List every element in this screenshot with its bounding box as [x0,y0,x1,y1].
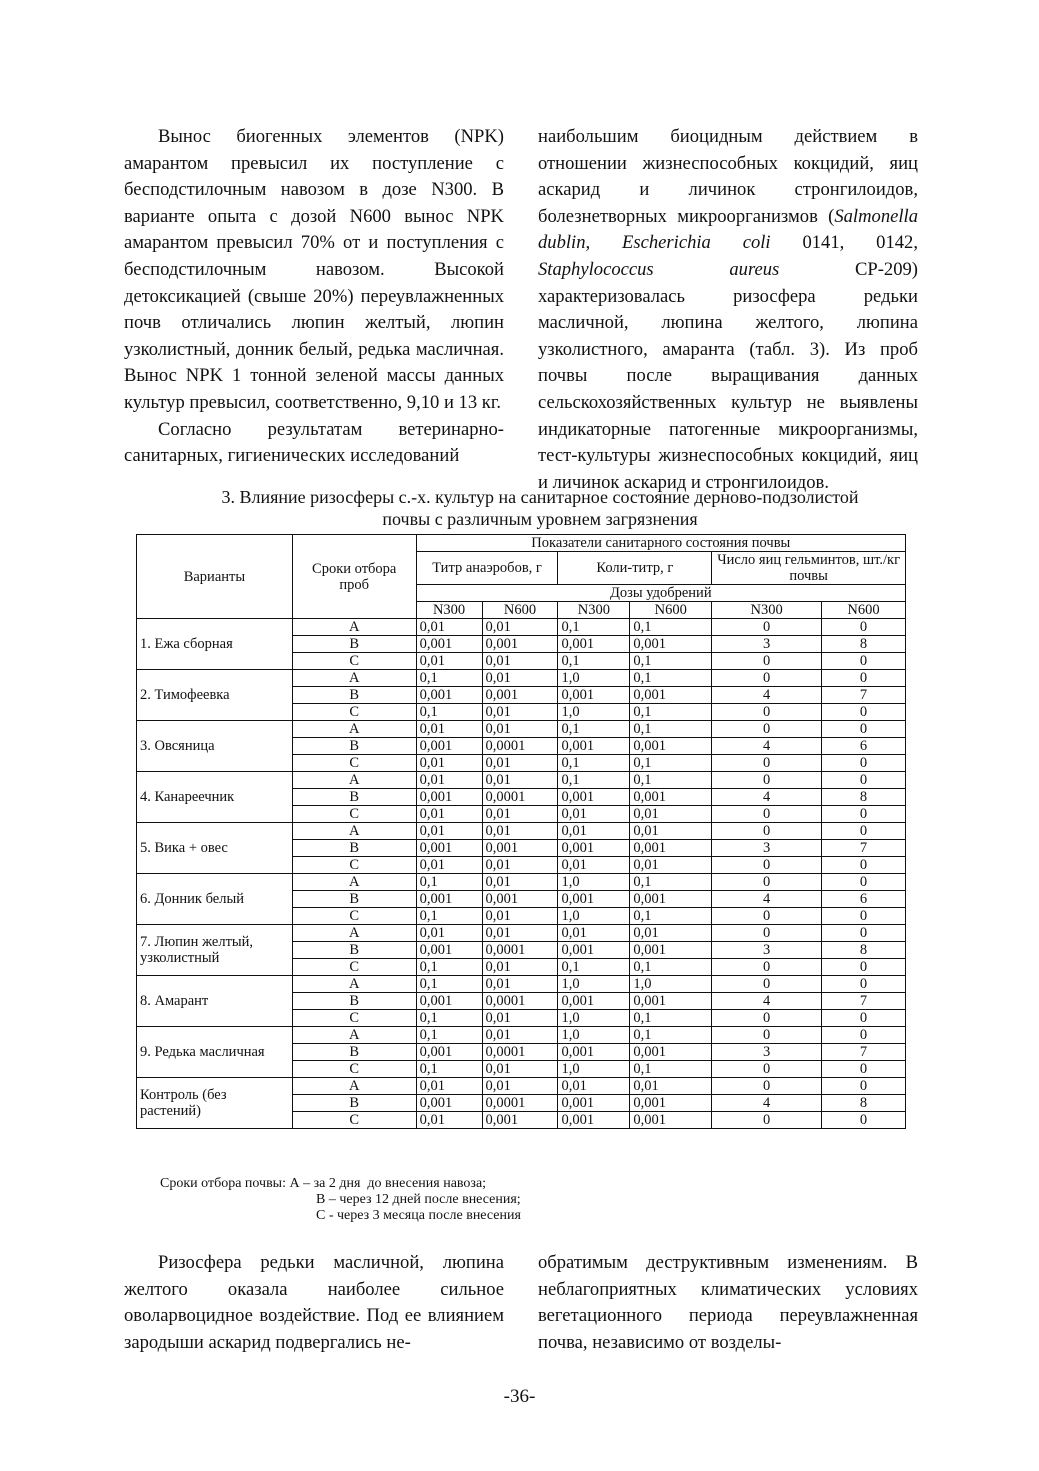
variant-name: Контроль (без растений) [137,1078,293,1129]
value-cell: 0 [822,857,906,874]
sampling-term-cell: C [292,806,416,823]
value-cell: 0,001 [630,891,712,908]
variant-name: 9. Редька масличная [137,1027,293,1078]
text-run: 0141, 0142, [770,232,918,254]
value-cell: 0 [712,1112,822,1129]
value-cell: 7 [822,1044,906,1061]
sampling-term-cell: B [292,687,416,704]
value-cell: 3 [712,840,822,857]
value-cell: 0,01 [482,1061,558,1078]
table-row [137,874,906,891]
value-cell: 0 [822,1010,906,1027]
value-cell: 0,01 [482,908,558,925]
page-number: -36- [503,1386,536,1407]
value-cell: 0,001 [416,840,482,857]
value-cell: 0 [822,925,906,942]
value-cell: 8 [822,636,906,653]
value-cell: 0,01 [482,1027,558,1044]
value-cell: 0,01 [558,806,630,823]
value-cell: 6 [822,891,906,908]
sampling-term-cell: B [292,1095,416,1112]
value-cell: 0,001 [630,840,712,857]
species-name: Staphylococcus aureus [538,258,780,280]
value-cell: 0,1 [630,1010,712,1027]
value-cell: 0,001 [558,840,630,857]
value-cell: 0 [822,823,906,840]
variant-name: 8. Амарант [137,976,293,1027]
sampling-term-cell: B [292,840,416,857]
value-cell: 0,1 [630,704,712,721]
table-body [137,619,906,1129]
value-cell: 0,01 [482,772,558,789]
note-line: С - через 3 месяца после внесения [316,1208,521,1223]
value-cell: 0 [822,670,906,687]
table-row [137,670,906,687]
value-cell: 0 [712,925,822,942]
value-cell: 0,1 [630,874,712,891]
value-cell: 0,001 [630,1095,712,1112]
paragraph: обратимым деструктивным изменениям. В неблагоприятных климатических условиях вегетационного периода переувлажненная почва, независимо от возделы- [538,1252,918,1353]
value-cell: 0,01 [558,823,630,840]
value-cell: 0,1 [630,755,712,772]
value-cell: 0,01 [416,1078,482,1095]
value-cell: 0 [712,823,822,840]
value-cell: 0 [822,806,906,823]
value-cell: 0,01 [630,823,712,840]
sampling-term-cell: B [292,738,416,755]
value-cell: 0,0001 [482,1095,558,1112]
value-cell: 0 [712,721,822,738]
value-cell: 0,1 [630,653,712,670]
table-row [137,772,906,789]
value-cell: 0 [712,959,822,976]
value-cell: 0 [822,1078,906,1095]
value-cell: 0,001 [558,1095,630,1112]
header-fertilizer-doses: Дозы удобрений [416,585,905,602]
value-cell: 4 [712,993,822,1010]
value-cell: 0,001 [416,738,482,755]
value-cell: 0,1 [630,721,712,738]
data-table [136,534,906,1129]
value-cell: 0 [822,908,906,925]
table-caption [120,486,960,530]
value-cell: 0 [712,619,822,636]
note-line: В – через 12 дней после внесения; [316,1192,521,1207]
value-cell: 0,01 [482,670,558,687]
variant-name: 5. Вика + овес [137,823,293,874]
value-cell: 0,01 [630,857,712,874]
value-cell: 1,0 [630,976,712,993]
value-cell: 0 [712,704,822,721]
value-cell: 0 [822,976,906,993]
value-cell: 7 [822,840,906,857]
value-cell: 1,0 [558,908,630,925]
value-cell: 8 [822,1095,906,1112]
paragraph: Согласно результатам ветеринарно-санитарных, гигиенических исследований [124,418,504,467]
value-cell: 0,01 [416,925,482,942]
sampling-term-cell: A [292,925,416,942]
value-cell: 0,1 [416,908,482,925]
value-cell: 1,0 [558,1010,630,1027]
value-cell: 0,01 [482,755,558,772]
value-cell: 0,001 [416,789,482,806]
sampling-term-cell: A [292,976,416,993]
value-cell: 0 [822,1061,906,1078]
text-column-left-bottom [124,1250,504,1356]
value-cell: 0,01 [482,721,558,738]
value-cell: 0,1 [416,670,482,687]
value-cell: 0,1 [416,976,482,993]
value-cell: 0 [822,1112,906,1129]
value-cell: 0,1 [558,653,630,670]
value-cell: 0,1 [630,959,712,976]
value-cell: 0,01 [630,1078,712,1095]
value-cell: 4 [712,1095,822,1112]
value-cell: 0,1 [630,772,712,789]
value-cell: 0 [822,755,906,772]
text-run: наибольшим биоцидным действием в отношении жизнеспособных кокцидий, яиц аскарид и личинок стронгилоидов, болезнетворных микроорганизмов ( [538,126,918,227]
value-cell: 0 [822,653,906,670]
value-cell: 3 [712,636,822,653]
table-row [137,1027,906,1044]
value-cell: 0,01 [482,976,558,993]
value-cell: 0,001 [630,636,712,653]
value-cell: 0,001 [558,789,630,806]
value-cell: 0,1 [558,721,630,738]
table-notes [160,1176,521,1224]
value-cell: 0,001 [630,942,712,959]
value-cell: 0,01 [482,704,558,721]
value-cell: 0,0001 [482,789,558,806]
sampling-term-cell: B [292,789,416,806]
value-cell: 0 [712,670,822,687]
value-cell: 8 [822,789,906,806]
value-cell: 0,01 [482,1010,558,1027]
sampling-term-cell: C [292,857,416,874]
text-column-right-bottom [538,1250,918,1356]
value-cell: 4 [712,891,822,908]
value-cell: 0 [712,857,822,874]
value-cell: 0,001 [558,1044,630,1061]
value-cell: 1,0 [558,976,630,993]
value-cell: 0,001 [558,636,630,653]
sampling-term-cell: A [292,823,416,840]
value-cell: 0,01 [558,1078,630,1095]
variant-name: 7. Люпин желтый, узколистный [137,925,293,976]
value-cell: 0,0001 [482,942,558,959]
value-cell: 0,001 [630,993,712,1010]
header-sampling-terms: Сроки отбора проб [292,535,416,619]
paragraph: Вынос биогенных элементов (NPK) амарантом превысил их поступление с бесподстилочным навозом в дозе N300. В варианте опыта с дозой N600 вынос NPK амарантом превысил 70% от и поступления с бесподстилочным навозом. Высокой детоксикацией (свыше 20%) переувлажненных почв отличались люпин желтый, люпин узколистный, донник белый, редька масличная. Вынос NPK 1 тонной зеленой массы данных культур превысил, соответственно, 9,10 и 13 кг. [124,126,504,413]
value-cell: 4 [712,789,822,806]
header-indicators: Показатели санитарного состояния почвы [416,535,905,552]
value-cell: 0 [712,874,822,891]
value-cell: 0 [712,806,822,823]
sampling-term-cell: B [292,942,416,959]
value-cell: 4 [712,687,822,704]
value-cell: 0,001 [558,993,630,1010]
value-cell: 0,001 [630,687,712,704]
value-cell: 0 [712,1010,822,1027]
value-cell: 0,01 [416,857,482,874]
value-cell: 0 [712,772,822,789]
value-cell: 0,001 [416,636,482,653]
value-cell: 1,0 [558,670,630,687]
table-row [137,619,906,636]
value-cell: 0 [712,1027,822,1044]
paragraph [538,124,918,496]
value-cell: 1,0 [558,1027,630,1044]
value-cell: 0 [822,619,906,636]
value-cell: 7 [822,687,906,704]
sampling-term-cell: C [292,704,416,721]
variant-name: 6. Донник белый [137,874,293,925]
header-helminth-eggs: Число яиц гельминтов, шт./кг почвы [712,552,906,585]
sampling-term-cell: B [292,993,416,1010]
text-run: СР-209) характеризовалась ризосфера редьки масличной, люпина желтого, люпина узколистного, амаранта (табл. 3). Из проб почвы после выращивания данных сельскохозяйственных культур не выявлены индикаторные патогенные микроорганизмы, тест-культуры жизнеспособных кокцидий, яиц и личинок аскарид и стронгилоидов. [538,258,918,493]
value-cell: 0,1 [558,619,630,636]
header-dose: N600 [822,602,906,619]
value-cell: 0 [712,1061,822,1078]
value-cell: 0,001 [558,687,630,704]
sampling-term-cell: C [292,1010,416,1027]
value-cell: 0,001 [416,891,482,908]
value-cell: 8 [822,942,906,959]
value-cell: 0,01 [630,806,712,823]
value-cell: 0,001 [416,993,482,1010]
value-cell: 0 [712,976,822,993]
value-cell: 0,001 [482,840,558,857]
value-cell: 0,1 [416,874,482,891]
value-cell: 0,1 [416,1010,482,1027]
table-row [137,1078,906,1095]
value-cell: 0,001 [630,789,712,806]
value-cell: 0,0001 [482,738,558,755]
value-cell: 0,01 [482,925,558,942]
value-cell: 0,1 [558,772,630,789]
sampling-term-cell: B [292,891,416,908]
variant-name: 2. Тимофеевка [137,670,293,721]
value-cell: 0,01 [482,959,558,976]
header-coli-titer: Коли-титр, г [558,552,712,585]
header-anaerobes-titer: Титр анаэробов, г [416,552,558,585]
value-cell: 0,001 [482,1112,558,1129]
value-cell: 0,001 [630,1044,712,1061]
value-cell: 6 [822,738,906,755]
value-cell: 0,01 [482,857,558,874]
value-cell: 0,001 [482,687,558,704]
sampling-term-cell: C [292,1061,416,1078]
value-cell: 0,1 [558,959,630,976]
table-row [137,721,906,738]
value-cell: 0,001 [558,1112,630,1129]
value-cell: 0,1 [558,755,630,772]
value-cell: 0,001 [416,1095,482,1112]
header-variants: Варианты [137,535,293,619]
value-cell: 0,01 [416,619,482,636]
value-cell: 1,0 [558,1061,630,1078]
value-cell: 0,001 [482,636,558,653]
value-cell: 0,1 [416,1027,482,1044]
value-cell: 0,001 [558,891,630,908]
value-cell: 7 [822,993,906,1010]
value-cell: 0 [822,772,906,789]
value-cell: 0,01 [416,653,482,670]
sampling-term-cell: C [292,1112,416,1129]
value-cell: 0,01 [558,857,630,874]
sampling-term-cell: A [292,721,416,738]
table-row [137,823,906,840]
value-cell: 0,01 [482,874,558,891]
value-cell: 0,01 [630,925,712,942]
value-cell: 0,01 [482,806,558,823]
value-cell: 0 [822,874,906,891]
value-cell: 0 [822,1027,906,1044]
sampling-term-cell: A [292,1027,416,1044]
sampling-term-cell: C [292,755,416,772]
text-column-right-top [538,124,918,496]
value-cell: 3 [712,1044,822,1061]
table-row [137,925,906,942]
value-cell: 0,01 [416,823,482,840]
value-cell: 0,001 [416,942,482,959]
value-cell: 0,001 [630,738,712,755]
variant-name: 1. Ежа сборная [137,619,293,670]
caption-line: 3. Влияние ризосферы с.-х. культур на санитарное состояние дерново-подзолистой [221,487,859,507]
value-cell: 0,01 [482,823,558,840]
value-cell: 1,0 [558,704,630,721]
value-cell: 0,01 [482,1078,558,1095]
value-cell: 0,01 [416,1112,482,1129]
value-cell: 0,001 [558,942,630,959]
sampling-term-cell: C [292,959,416,976]
variant-name: 4. Канареечник [137,772,293,823]
value-cell: 0,1 [630,619,712,636]
sampling-term-cell: A [292,619,416,636]
value-cell: 0,1 [630,1061,712,1078]
value-cell: 0,01 [482,619,558,636]
value-cell: 0,001 [416,687,482,704]
value-cell: 0,1 [416,1061,482,1078]
header-dose: N300 [558,602,630,619]
value-cell: 0,0001 [482,993,558,1010]
value-cell: 0,1 [630,908,712,925]
variant-name: 3. Овсяница [137,721,293,772]
note-line: Сроки отбора почвы: А – за 2 дня до внесения навоза; [160,1176,487,1191]
paragraph: Ризосфера редьки масличной, люпина желтого оказала наиболее сильное оволарвоцидное воздействие. Под ее влиянием зародыши аскарид подвергались не- [124,1252,504,1353]
sampling-term-cell: A [292,1078,416,1095]
value-cell: 0,01 [416,772,482,789]
sampling-term-cell: A [292,670,416,687]
value-cell: 0,001 [558,738,630,755]
value-cell: 0,01 [482,653,558,670]
value-cell: 0 [712,653,822,670]
value-cell: 0 [712,755,822,772]
value-cell: 0,01 [416,721,482,738]
value-cell: 0,1 [416,704,482,721]
value-cell: 0 [822,721,906,738]
header-dose: N600 [482,602,558,619]
sampling-term-cell: C [292,653,416,670]
value-cell: 3 [712,942,822,959]
table-row [137,976,906,993]
value-cell: 0 [822,959,906,976]
value-cell: 0 [712,908,822,925]
value-cell: 0,01 [416,755,482,772]
caption-line: почвы с различным уровнем загрязнения [382,509,698,529]
value-cell: 1,0 [558,874,630,891]
header-dose: N300 [712,602,822,619]
value-cell: 0 [712,1078,822,1095]
text-column-left-top [124,124,504,470]
value-cell: 0,01 [416,806,482,823]
value-cell: 0 [822,704,906,721]
header-dose: N300 [416,602,482,619]
value-cell: 4 [712,738,822,755]
value-cell: 0,001 [416,1044,482,1061]
value-cell: 0,001 [482,891,558,908]
sampling-term-cell: A [292,874,416,891]
sampling-term-cell: C [292,908,416,925]
header-dose: N600 [630,602,712,619]
value-cell: 0,0001 [482,1044,558,1061]
value-cell: 0,01 [558,925,630,942]
sampling-term-cell: B [292,636,416,653]
sampling-term-cell: B [292,1044,416,1061]
value-cell: 0,1 [416,959,482,976]
value-cell: 0,001 [630,1112,712,1129]
sampling-term-cell: A [292,772,416,789]
value-cell: 0,1 [630,670,712,687]
value-cell: 0,1 [630,1027,712,1044]
species-name: Salmonella dublin, Escherichia coli [538,205,918,254]
